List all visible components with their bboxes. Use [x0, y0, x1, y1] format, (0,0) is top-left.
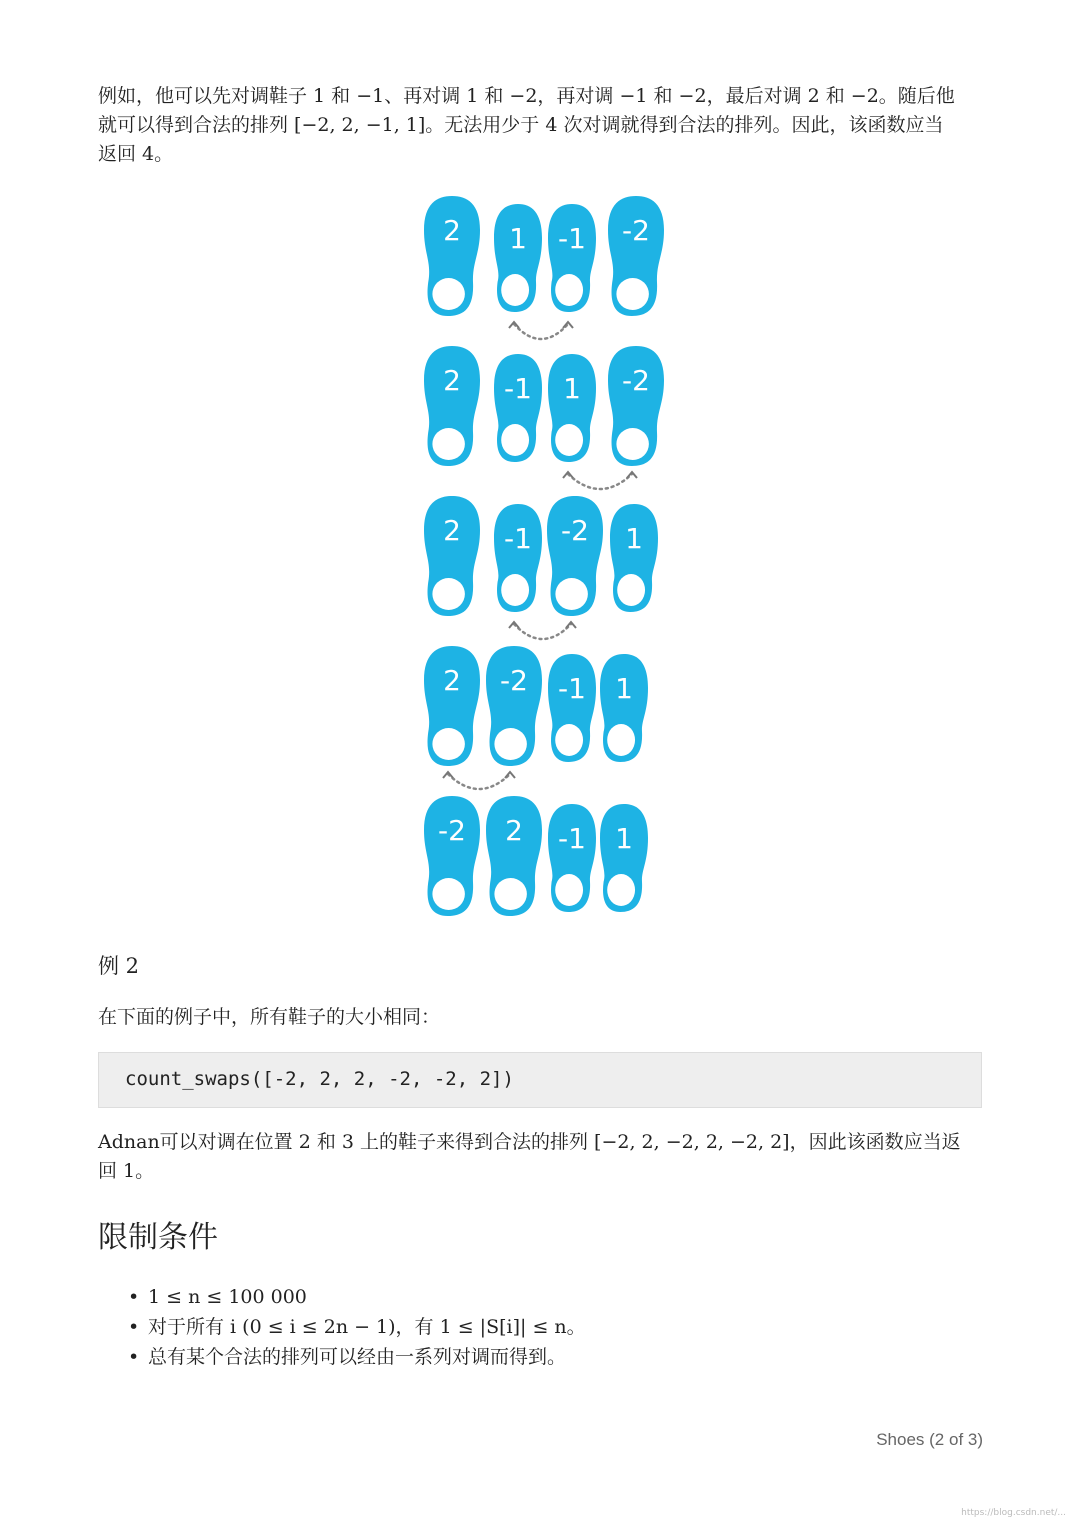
shoe-2-0 [424, 496, 480, 616]
shoe-heel [501, 574, 529, 606]
shoe-label: -1 [558, 822, 586, 855]
example-2-description: 在下面的例子中，所有鞋子的大小相同： [98, 1006, 441, 1028]
constraint-text: 总有某个合法的排列可以经由一系列对调而得到。 [148, 1346, 567, 1368]
shoe-heel [607, 724, 635, 756]
shoe-label: 1 [509, 222, 527, 255]
example-2-result [98, 1128, 982, 1186]
shoe-label: -2 [500, 664, 528, 697]
shoe-heel [607, 874, 635, 906]
shoe-heel [555, 424, 583, 456]
shoe-label: -1 [558, 672, 586, 705]
shoe-heel [494, 728, 526, 760]
shoe-label: 2 [505, 814, 523, 847]
code-block [98, 1052, 982, 1108]
swap-arrow [448, 774, 510, 789]
bullet-icon: • [128, 1346, 140, 1368]
swap-arrow [568, 474, 632, 489]
shoe-label: -2 [622, 214, 650, 247]
shoe-label: -2 [438, 814, 466, 847]
intro-paragraph [98, 82, 982, 169]
constraint-item [128, 1342, 586, 1372]
constraints-heading: 限制条件 [98, 1220, 218, 1255]
shoe-heel [555, 578, 587, 610]
arrow-head-icon [505, 772, 515, 778]
shoe-1-1 [494, 354, 542, 462]
shoe-label: 2 [443, 664, 461, 697]
page-footer: Shoes (2 of 3) [876, 1430, 983, 1449]
shoe-heel [432, 278, 464, 310]
shoe-heel [555, 274, 583, 306]
shoe-label: 1 [615, 672, 633, 705]
shoe-label: -1 [558, 222, 586, 255]
shoe-label: 2 [443, 214, 461, 247]
shoe-2-1 [494, 504, 542, 612]
shoe-label: -1 [504, 522, 532, 555]
example-2-result-line-1: Adnan可以对调在位置 2 和 3 上的鞋子来得到合法的排列 [−2, 2, −2, 2, −2, 2]，因此该函数应当返 [98, 1131, 961, 1153]
shoe-3-0 [424, 646, 480, 766]
swap-arrow [514, 624, 571, 639]
shoe-label: 2 [443, 364, 461, 397]
shoe-heel [501, 424, 529, 456]
shoe-3-1 [486, 646, 542, 766]
shoe-4-3 [600, 804, 648, 912]
shoe-heel [616, 428, 648, 460]
shoe-swap-figure [400, 186, 700, 926]
shoe-0-1 [494, 204, 542, 312]
shoe-label: -2 [561, 514, 589, 547]
intro-line-2: 就可以得到合法的排列 [−2, 2, −1, 1]。无法用少于 4 次对调就得到合法的排列。因此，该函数应当 [98, 114, 944, 136]
shoe-heel [432, 428, 464, 460]
example-2-result-line-2: 回 1。 [98, 1160, 155, 1182]
code-text: count_swaps([-2, 2, 2, -2, -2, 2]) [125, 1068, 514, 1090]
shoe-swap-diagram [400, 186, 700, 926]
shoe-4-0 [424, 796, 480, 916]
watermark: https://blog.csdn.net/... [961, 1508, 1066, 1518]
shoe-heel [617, 574, 645, 606]
bullet-icon: • [128, 1286, 140, 1308]
shoe-heel [616, 278, 648, 310]
shoe-label: 2 [443, 514, 461, 547]
shoe-0-3 [608, 196, 664, 316]
shoe-1-0 [424, 346, 480, 466]
swap-arrow [514, 324, 568, 339]
shoe-1-2 [548, 354, 596, 462]
shoe-heel [555, 724, 583, 756]
shoe-label: -1 [504, 372, 532, 405]
constraint-text: 1 ≤ n ≤ 100 000 [148, 1286, 307, 1308]
shoe-3-2 [548, 654, 596, 762]
shoe-2-2 [547, 496, 603, 616]
shoe-heel [501, 274, 529, 306]
shoe-1-3 [608, 346, 664, 466]
shoe-4-2 [548, 804, 596, 912]
shoe-4-1 [486, 796, 542, 916]
shoe-label: -2 [622, 364, 650, 397]
constraints-list [128, 1282, 586, 1372]
bullet-icon: • [128, 1316, 140, 1338]
shoe-2-3 [610, 504, 658, 612]
shoe-label: 1 [615, 822, 633, 855]
example-2-heading: 例 2 [98, 954, 140, 978]
shoe-heel [555, 874, 583, 906]
constraint-item [128, 1312, 586, 1342]
constraint-item [128, 1282, 586, 1312]
shoe-0-0 [424, 196, 480, 316]
shoe-heel [432, 578, 464, 610]
constraint-text: 对于所有 i (0 ≤ i ≤ 2n − 1)，有 1 ≤ |S[i]| ≤ n。 [148, 1316, 586, 1338]
intro-line-3: 返回 4。 [98, 143, 174, 165]
shoe-label: 1 [563, 372, 581, 405]
shoe-3-3 [600, 654, 648, 762]
shoe-heel [432, 878, 464, 910]
shoe-heel [432, 728, 464, 760]
intro-line-1: 例如，他可以先对调鞋子 1 和 −1、再对调 1 和 −2，再对调 −1 和 −2，最后对调 2 和 −2。随后他 [98, 85, 955, 107]
shoe-heel [494, 878, 526, 910]
shoe-0-2 [548, 204, 596, 312]
shoe-label: 1 [625, 522, 643, 555]
